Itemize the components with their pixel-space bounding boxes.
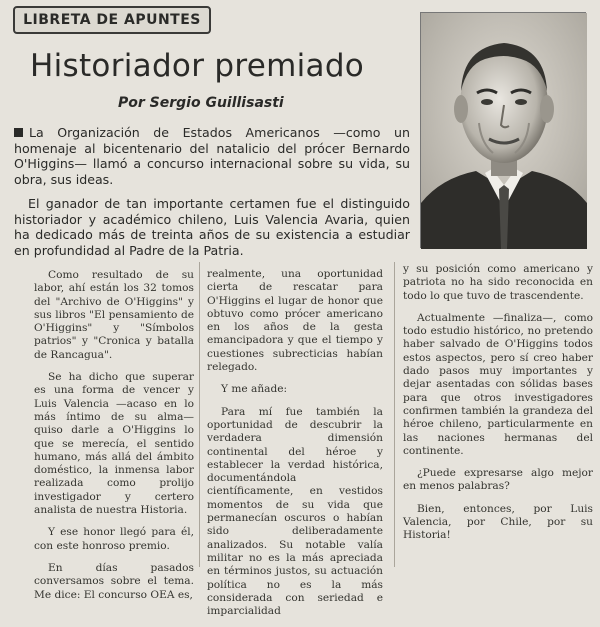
paragraph: Actualmente —finaliza—, como todo estudio histórico, no pretendo haber salvado de O'Higgins todos estos aspectos, pero sí creo haber dado pasos muy importantes y dejar asentadas con sólidas bases para que otros investigadores confirmen también la grandeza del héroe chileno, particularmente en las naciones hermanas del continente.: [403, 311, 593, 457]
column-1: [34, 269, 194, 611]
paragraph: Se ha dicho que superar es una forma de vencer y Luis Valencia —acaso en lo más íntimo de su alma— quiso darle a O'Higgins lo que se merecía, el sentido humano, más allá del ámbito doméstico, la inmensa labor realizada como prolijo investigador y certero analista de nuestra Historia.: [34, 371, 194, 517]
paragraph: Para mí fue también la oportunidad de descubrir la verdadera dimensión continental del héroe y establecer la verdad histórica, documentándola científicamente, en vestidos momentos de su vida que permanecían oscuros o habían sido deliberadamente analizados. Su notable valía militar no es la más apreciada en términos justos, su actuación política no es la más considerada con seriedad e imparcialidad: [207, 405, 383, 618]
paragraph: ¿Puede expresarse algo mejor en menos palabras?: [403, 467, 593, 493]
column-rule: [199, 262, 200, 567]
portrait-illustration: [421, 13, 587, 249]
paragraph: En días pasados conversamos sobre el tema. Me dice: El concurso OEA es,: [34, 561, 194, 601]
lead-paragraph-1: [14, 125, 410, 187]
paragraph: realmente, una oportunidad cierta de rescatar para O'Higgins el lugar de honor que obtuvo como prócer americano en los años de la gesta emancipadora y que el tiempo y cuestiones subrecticias habían relegado.: [207, 268, 383, 374]
lead-paragraph-1-text: La Organización de Estados Americanos —como un homenaje al bicentenario del natalicio del prócer Bernardo O'Higgins— llamó a concurso internacional sobre su vida, su obra, sus ideas.: [14, 125, 410, 187]
paragraph: Y me añade:: [221, 383, 288, 396]
byline: Por Sergio Guillisasti: [118, 95, 284, 111]
section-header: LIBRETA DE APUNTES: [13, 6, 211, 34]
column-rule: [394, 262, 395, 567]
headline: Historiador premiado: [30, 48, 365, 84]
author-portrait-photo: [420, 12, 586, 248]
paragraph: Y ese honor llegó para él, con este honroso premio.: [34, 526, 194, 552]
paragraph: y su posición como americano y patriota no ha sido reconocida en todo lo que tuvo de trascendente.: [403, 263, 593, 302]
paragraph: Bien, entonces, por Luis Valencia, por Chile, por su Historia!: [403, 502, 593, 542]
lead-paragraph-2: El ganador de tan importante certamen fue el distinguido historiador y académico chileno, Luis Valencia Avaria, quien ha dedicado más de treinta años de su existencia a estudiar en profundidad al Padre de la Patria.: [14, 196, 410, 258]
bullet-square-icon: [14, 128, 23, 137]
paragraph: Como resultado de su labor, ahí están los 32 tomos del "Archivo de O'Higgins" y sus libros "El pensamiento de O'Higgins" y "Símbolos patrios" y "Cronica y batalla de Rancagua".: [34, 269, 194, 361]
column-3: [403, 263, 593, 552]
column-2: [207, 268, 383, 627]
